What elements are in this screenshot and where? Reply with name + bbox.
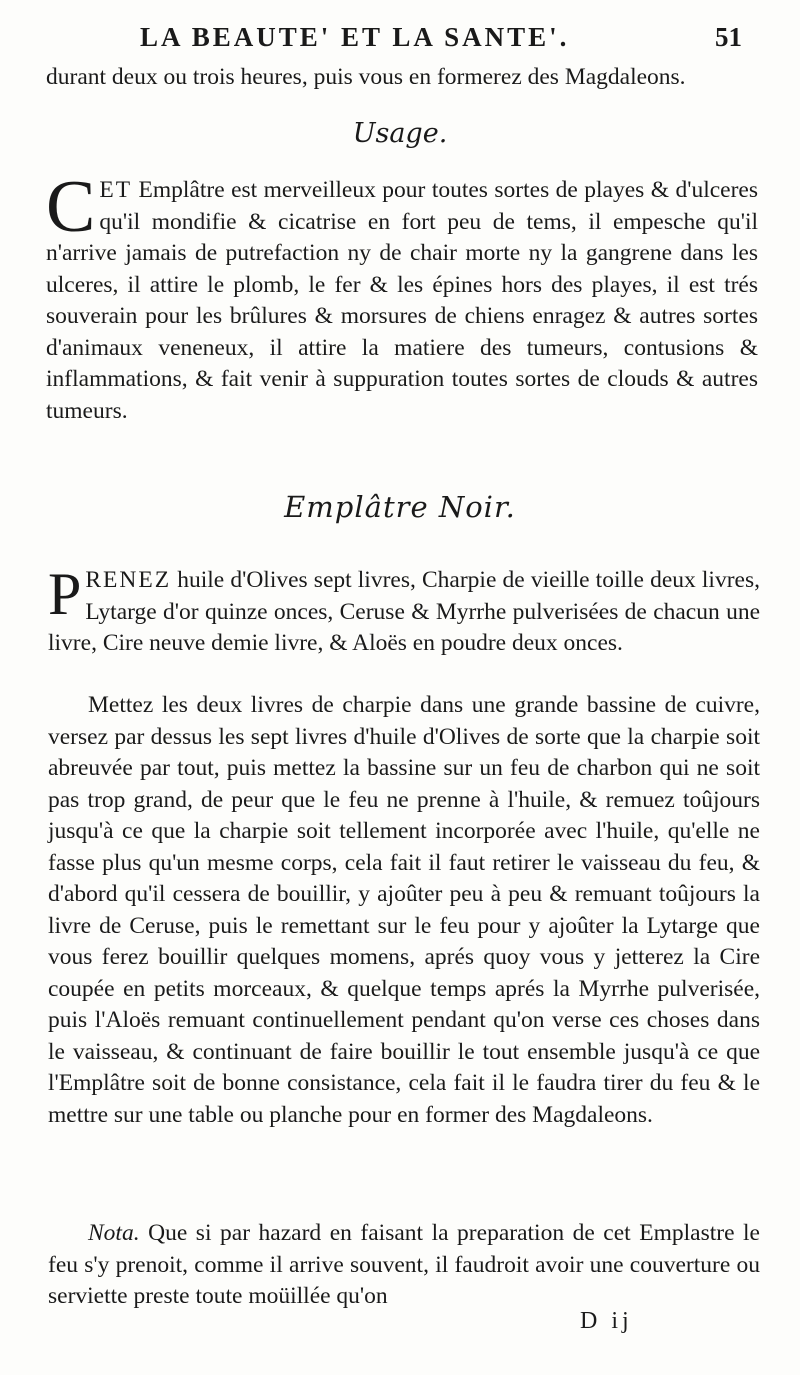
running-title: LA BEAUTE' ET LA SANTE'. [140,22,570,52]
nota-body-text: Que si par hazard en faisant la preparation de cet Emplastre le feu s'y prenoit, comme il arrive souvent, il faudroit avoir une couverture ou serviette preste toute moüillée qu'on [48,1220,760,1309]
page-number: 51 [715,22,742,52]
drop-cap-p: P [48,561,82,627]
nota-label: Nota. [88,1220,140,1246]
usage-paragraph [46,166,758,427]
emplatre-noir-heading: Emplâtre Noir. [284,490,516,524]
signature-mark: D ij [580,1308,633,1334]
usage-heading: Usage. [352,118,448,149]
usage-lead-smallcaps: ET [99,177,133,203]
usage-body-text: Emplâtre est merveilleux pour toutes sortes de playes & d'ulceres qu'il mondifie & cicatrise en fort peu de tems, il empesche qu'il n'arrive jamais de putrefaction ny de chair morte ny la gangrene dans les ulceres, il attire le plomb, le fer & les épines hors des playes, il est trés souverain pour les brûlures & morsures de chiens enragez & autres sortes d'animaux veneneux, il attire la matiere des tumeurs, contusions & inflammations, & fait venir à suppuration toutes sortes de clouds & autres tumeurs. [46,177,758,424]
drop-cap-c: C [46,166,96,248]
recipe-method-paragraph: Mettez les deux livres de charpie dans une grande bassine de cuivre, versez par dessus les sept livres d'huile d'Olives de sorte que la charpie soit abreuvée par tout, puis mettez la bassine sur un feu de charbon qui ne soit pas trop grand, de peur que le feu ne prenne à l'huile, & remuez toûjours jusqu'à ce que la charpie soit tellement incorporée avec l'huile, qu'elle ne fasse plus qu'un mesme corps, cela fait il faut retirer le vaisseau du feu, & d'abord qu'il cessera de bouillir, y ajoûter peu à peu & remuant toûjours la livre de Ceruse, puis le remettant sur le feu pour y ajoûter la Lytarge que vous ferez bouillir quelques momens, aprés quoy vous y jetterez la Cire coupée en petits morceaux, & quelque temps aprés la Myrrhe pulverisée, puis l'Aloës remuant continuellement pendant qu'on verse ces choses dans le vaisseau, & continuant de faire bouillir le tout ensemble jusqu'à ce que l'Emplâtre soit de bonne consistance, cela fait il le faudra tirer du feu & le mettre sur une table ou planche pour en former des Magdaleons. [48,692,760,1128]
ingredients-body-text: huile d'Olives sept livres, Charpie de vieille toille deux livres, Lytarge d'or quinze onces, Ceruse & Myrrhe pulverisées de chacun une livre, Cire neuve demie livre, & Aloës en poudre deux onces. [48,567,760,656]
nota-paragraph [48,1218,760,1313]
recipe-ingredients-paragraph [48,561,760,660]
ingredients-lead-smallcaps: RENEZ [85,567,172,593]
continuation-paragraph: durant deux ou trois heures, puis vous en formerez des Magdaleons. [46,64,686,90]
